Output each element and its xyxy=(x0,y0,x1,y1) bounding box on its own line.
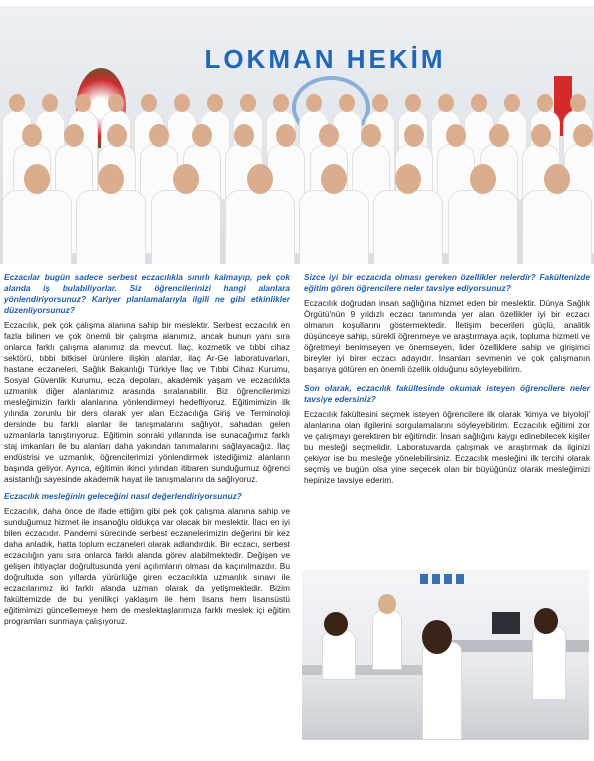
person-head xyxy=(321,164,347,194)
person-head xyxy=(446,124,466,147)
person xyxy=(522,190,592,264)
person-head xyxy=(319,124,339,147)
person-head xyxy=(141,94,157,112)
lab-person-head xyxy=(422,620,452,654)
person-head xyxy=(149,124,169,147)
person xyxy=(448,190,518,264)
question-1: Eczacılar bugün sadece serbest eczacılıkla sınırlı kalmayıp, pek çok alanda iş bulabiliyorlar. Siz öğrencilerinizi hangi alanlara yönlendiriyorsunuz? Kariyer planlamalarıyla ilgili ne gibi etkinlikler düzenliyorsunuz? xyxy=(4,272,290,315)
person-head xyxy=(108,94,124,112)
person-head xyxy=(273,94,289,112)
person-head xyxy=(438,94,454,112)
lab-person xyxy=(422,642,462,740)
answer-1: Eczacılık, pek çok çalışma alanına sahip bir meslektir. Serbest eczacılık en fazla bilinen ve çok önemli bir çalışma alanımız, ancak bunun yanı sıra onlarca farklı çalışma alanımız da mevcut. İlaç, kozmetik ve tıbbi cihaz sektörü, tıbbi bitkisel ürünlere ilişkin alanlar, ilaç Ar-Ge laboratuvarları, hastane eczaneleri, Sağlık Bakanlığı Türkiye İlaç ve Tıbbi Cihaz Kurumu, Sosyal Güvenlik Kurumu, ecza depoları, akademik yaşam ve eczacılıkta uzmanlık diğer alanlarımız arasında sıralanabilir. Biz öğrencilerimizi mesleğimizin farklı alanlarına yönlendirmeyi hedefliyoruz. Eğitimimizin ilk yılında zorunlu bir ders olarak yer alan Eczacılığa Giriş ve Terminoloji dersinde bu farklı alanlar ile tanışmalarını sağlıyor, sahadan gelen uzmanlarla tanıştırıyoruz. Eğitimin sonraki yıllarında ise sunacağımız farklı staj imkanları ile bu alanları daha yakından tanımalarını sağlayacağız. İlaç endüstrisi ve uzmanlık, öğrencilerimizi yönlendirmek istediğimiz alanların başında geliyor. Ayrıca, eğitimin ikinci yılından itibaren sunduğumuz öğrenci asistanlığı sayesinde akademik hayat ile tanışmalarını da sağlıyoruz. xyxy=(4,320,290,484)
person-head xyxy=(531,124,551,147)
person-head xyxy=(42,94,58,112)
person-head xyxy=(470,164,496,194)
person-head xyxy=(174,94,190,112)
person-head xyxy=(570,94,586,112)
question-2: Eczacılık mesleğinin geleceğini nasıl değerlendiriyorsunuz? xyxy=(4,491,242,501)
person-head xyxy=(22,124,42,147)
person-head xyxy=(107,124,127,147)
person-head xyxy=(75,94,91,112)
right-column xyxy=(304,272,590,486)
person-head xyxy=(544,164,570,194)
person-head xyxy=(372,94,388,112)
lab-person xyxy=(322,630,356,680)
lab-person xyxy=(532,626,566,700)
person-head xyxy=(471,94,487,112)
left-column xyxy=(4,272,290,627)
person-head xyxy=(207,94,223,112)
lab-person-head xyxy=(378,594,396,614)
lab-photo xyxy=(302,570,589,740)
answer-3: Eczacılık doğrudan insan sağlığına hizmet eden bir meslektir. Dünya Sağlık Örgütü'nün 9 yıldızlı eczacı tanımında yer alan özellikler iyi bir eczacı olmanın koşullarını göstermektedir. İletişim becerileri güçlü, analitik düşünceye sahip, sürekli öğrenmeye ve araştırmaya açık, topluma hizmeti ve öğretmeyi benimseyen ve önemseyen, lider özelliklere sahip ve girişimci bireyler iyi birer eczacı adayıdır. İnsanları sevmenin ve çok çalışmanın başarıya götüren en önemli özellik olduğunu söyleyebilirim. xyxy=(304,298,590,374)
person-head xyxy=(9,94,25,112)
monitor xyxy=(492,612,520,634)
person xyxy=(225,190,295,264)
person-head xyxy=(504,94,520,112)
lab-person xyxy=(372,610,402,670)
person-head xyxy=(192,124,212,147)
person-head xyxy=(404,124,424,147)
person-head xyxy=(173,164,199,194)
person xyxy=(2,190,72,264)
question-4: Son olarak, eczacılık fakültesinde okumak isteyen öğrencilere neler tavsiye edersiniz? xyxy=(304,383,590,404)
person xyxy=(76,190,146,264)
answer-4: Eczacılık fakültesini seçmek isteyen öğrencilere ilk olarak 'kimya ve biyoloji' alanlarına olan ilgilerini sorgulamalarını söyleyebilirim. Eczacılık eğitimi zor ve çalışmayı gerektiren bir eğitimdir. İnsan sağlığını kaygı edinebilecek kişiler bu mesleği seçmelidir. Laboratuvarda çalışmak ve araştırmak da ilginizi çekiyor ise bu mesleğe yönelebilirsiniz. Eczacılık mesleğini ilk tercihi olarak seçmiş ve bugün olsa yine seçecek olan bir büyüğünüz olarak mesleğimizi hepinize tavsiye ederim. xyxy=(304,409,590,485)
wall-logos xyxy=(420,574,466,584)
group-photo xyxy=(0,6,594,264)
person xyxy=(299,190,369,264)
person-head xyxy=(537,94,553,112)
crowd xyxy=(0,64,594,264)
answer-2: Eczacılık, daha önce de ifade ettiğim gibi pek çok çalışma alanına sahip ve sunduğumuz hizmet ile insanoğlu oldukça var olacak bir meslektir. İlacı en iyi bilen eczacıdır. Pandemi sürecinde serbest eczanelerimizin değerini bir kez daha anladık, hatta toplum eczaneleri olarak adlandırdık. Bir eczacı, serbest eczacılığın yanı sıra onlarca farklı alanda görev alabilmektedir. Değişen ve gelişen ihtiyaçlar doğrultusunda yeni açılımların olması da kaçınılmazdır. Bu doğrultuda son yıllarda yürürlüğe giren eczacılıkta uzmanlık sınavı ile eczacılarımız iki farklı alanda uzman olarak da yetişmektedir. Bizim fakültemizde de bu yenilikçi yaklaşım ile hem lisans hem lisansüstü eğitimimizi güncellemeye hem de meslektaşlarımıza farklı meslek içi eğitim programları sunmaya çalışıyoruz. xyxy=(4,506,290,626)
lab-person-head xyxy=(534,608,558,634)
person-head xyxy=(24,164,50,194)
person-head xyxy=(339,94,355,112)
person-head xyxy=(240,94,256,112)
wall-sign-text: LOKMAN HEKİM xyxy=(204,44,446,74)
lab-bench xyxy=(442,640,589,652)
person-head xyxy=(405,94,421,112)
person-head xyxy=(234,124,254,147)
person xyxy=(151,190,221,264)
person-head xyxy=(247,164,273,194)
question-3: Sizce iyi bir eczacıda olması gereken özellikler nelerdir? Fakültenizde eğitim gören öğrencilere neler tavsiye ediyorsunuz? xyxy=(304,272,590,293)
lab-person-head xyxy=(324,612,348,636)
person xyxy=(373,190,443,264)
person-head xyxy=(306,94,322,112)
person-head xyxy=(489,124,509,147)
